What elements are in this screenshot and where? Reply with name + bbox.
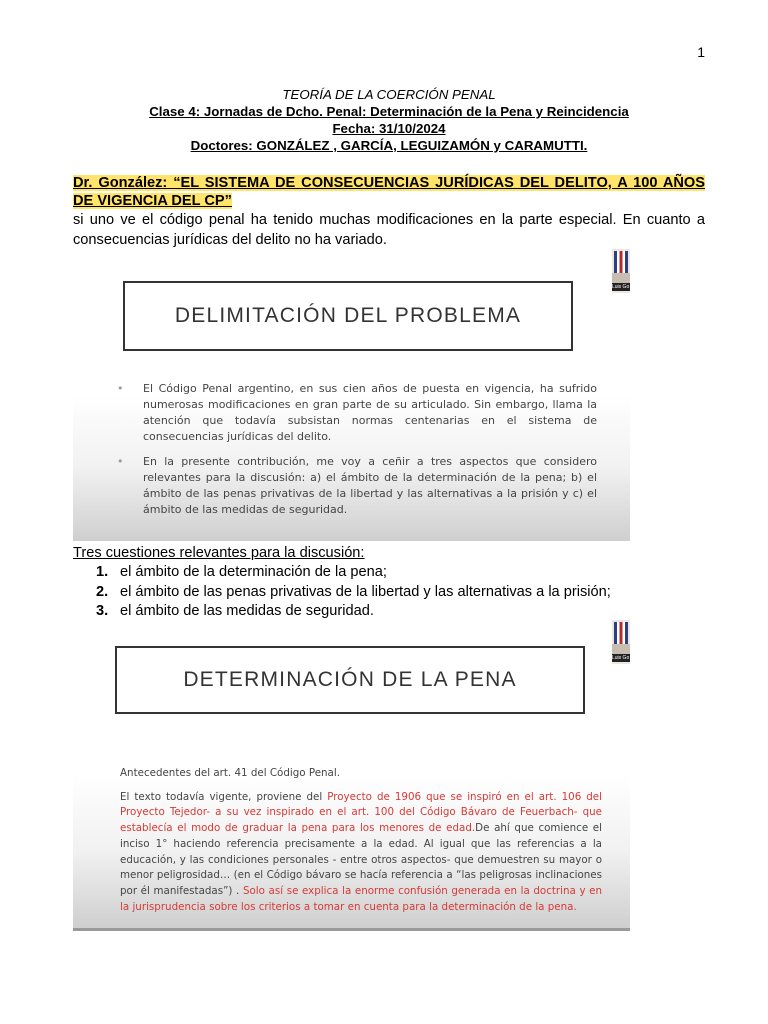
slide-bullet: • El Código Penal argentino, en sus cien años de puesta en vigencia, ha sufrido numerosas modificaciones en gran parte de su articulado. Sin embargo, llama la atención que todavía subsistan normas centenarias en el sistema de consecuencias jurídicas del delito. (117, 381, 597, 445)
highlight-text: Solo así se explica la enorme confusión generada en la doctrina y en la jurisprudencia sobre los criterios a tomar en cuenta para la determinación de la pena. (120, 884, 603, 913)
slide-bullets (117, 381, 597, 527)
slide-determinacion (73, 620, 630, 931)
slide-bullet: • En la presente contribución, me voy a ceñir a tres aspectos que considero relevantes para la discusión: a) el ámbito de la determinación de la pena; b) el ámbito de las penas privativas de la libertad y las alternativas a la prisión y c) el ámbito de las medidas de seguridad. (117, 454, 597, 518)
highlight-text: Proyecto de 1906 que se inspiró en el art. 106 del Proyecto Tejedor- a su vez inspirado en el art. 100 del Código Bávaro de Feuerbach- que establecía el modo de graduar la pena para los menores de edad. (120, 790, 602, 835)
flag-icon (614, 251, 628, 273)
section-title (73, 174, 705, 210)
list-item: 2. el ámbito de las penas privativas de la libertad y las alternativas a la prisión; (96, 583, 611, 600)
slide-title: DETERMINACIÓN DE LA PENA (115, 646, 585, 714)
flag-icon (614, 622, 628, 644)
speaker-video-thumbnail (612, 249, 630, 293)
slide-subtitle: Antecedentes del art. 41 del Código Penal. (120, 767, 341, 779)
slide-delimitacion (73, 249, 630, 541)
section-title-text: Dr. González: “EL SISTEMA DE CONSECUENCIAS JURÍDICAS DEL DELITO, A 100 AÑOS DE VIGENCIA DEL CP” (73, 175, 705, 209)
class-title: Clase 4: Jornadas de Dcho. Penal: Determinación de la Pena y Reincidencia (149, 104, 629, 119)
list-item: 1. el ámbito de la determinación de la pena; (96, 564, 387, 580)
doctors-list: Doctores: GONZÁLEZ , GARCÍA, LEGUIZAMÓN y CARAMUTTI. (190, 138, 588, 153)
list-item: 3. el ámbito de las medidas de seguridad. (96, 603, 374, 619)
speaker-video-thumbnail (612, 620, 630, 664)
class-date: Fecha: 31/10/2024 (332, 121, 446, 136)
speaker-label: Luis Go (612, 655, 630, 661)
slide-title: DELIMITACIÓN DEL PROBLEMA (123, 281, 573, 351)
slide-paragraph: El texto todavía vigente, proviene del Proyecto de 1906 que se inspiró en el art. 106 del Proyecto Tejedor- a su vez inspirado en el art. 100 del Código Bávaro de Feuerbach- que establecía el modo de graduar la pena para los menores de edad.De ahí que comience el inciso 1° haciendo referencia precisamente a la edad. Al igual que las referencias a la educación, y las condiciones personales - entre otros aspectos- que demuestren su mayor o menor peligrosidad… (en el Código bávaro se hacía referencia a “las peligrosas inclinaciones por él manifestadas”) . Solo así se explica la enorme confusión generada en la doctrina y en la jurisprudencia sobre los criterios a tomar en cuenta para la determinación de la pena. (120, 790, 603, 913)
page-number: 1 (697, 44, 705, 60)
list-title: Tres cuestiones relevantes para la discusión: (73, 545, 365, 561)
speaker-label: Luis Go (612, 284, 630, 290)
intro-paragraph: si uno ve el código penal ha tenido muchas modificaciones en la parte especial. En cuanto a consecuencias jurídicas del delito no ha variado. (73, 212, 705, 248)
document-header (73, 86, 705, 154)
course-title: TEORÍA DE LA COERCIÓN PENAL (282, 87, 496, 102)
numbered-list (96, 563, 696, 622)
slide-body (120, 766, 602, 915)
